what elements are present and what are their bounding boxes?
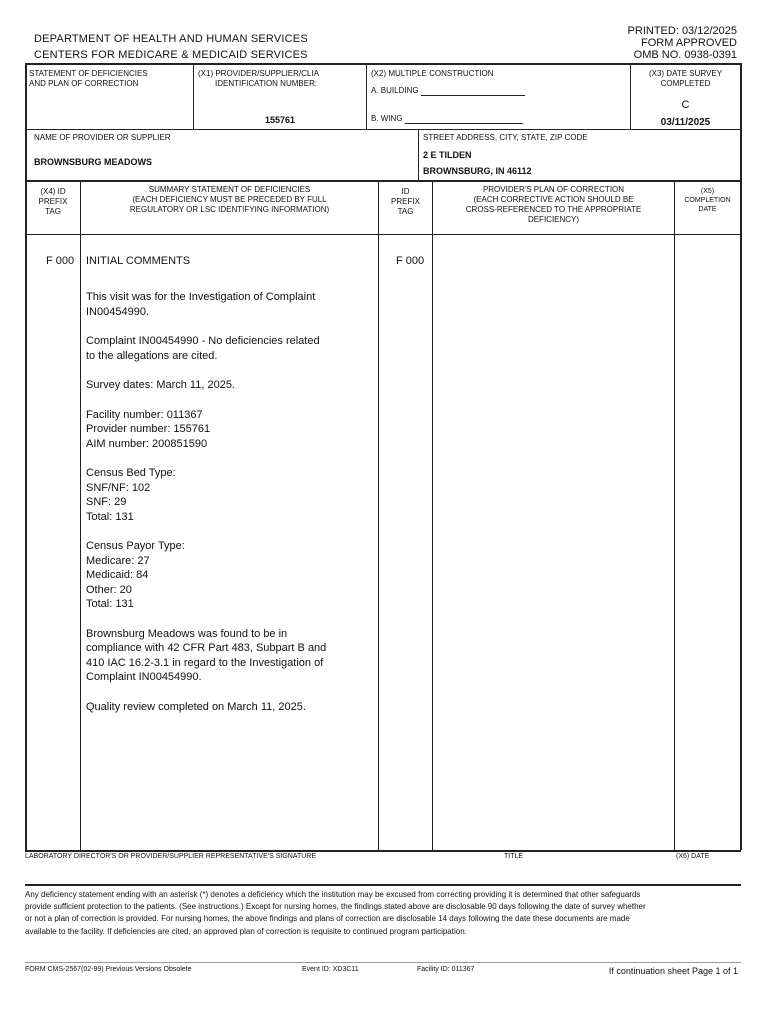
address-street: 2 E TILDEN	[423, 150, 472, 160]
printed-date: PRINTED: 03/12/2025	[627, 25, 737, 37]
col-divider	[674, 180, 675, 850]
paragraph: Survey dates: March 11, 2025.	[86, 379, 235, 391]
address-city: BROWNSBURG, IN 46112	[423, 166, 532, 176]
table-divider	[25, 129, 741, 130]
provider-name: BROWNSBURG MEADOWS	[34, 157, 152, 167]
right-prefix-tag: F 000	[396, 255, 425, 267]
form-approved: FORM APPROVED	[641, 37, 737, 49]
facility-id: Facility ID: 011367	[417, 966, 475, 973]
comments-body	[86, 290, 374, 729]
survey-code: C	[681, 99, 690, 111]
top-border	[25, 63, 741, 65]
left-prefix-tag: F 000	[46, 255, 75, 267]
provider-name-label: NAME OF PROVIDER OR SUPPLIER	[34, 133, 171, 142]
right-border	[740, 63, 742, 850]
plan-header: PROVIDER'S PLAN OF CORRECTION (EACH CORRECTIVE ACTION SHOULD BE CROSS-REFERENCED TO THE APPROPRIATE DEFICIENCY)	[465, 185, 642, 224]
building-field: A. BUILDING	[371, 86, 525, 96]
department-name: DEPARTMENT OF HEALTH AND HUMAN SERVICES	[34, 33, 308, 45]
x4-header: (X4) ID PREFIX TAG	[38, 187, 68, 216]
paragraph: Quality review completed on March 11, 2025.	[86, 700, 306, 713]
survey-completed-date: 03/11/2025	[660, 117, 711, 128]
disclaimer-text: Any deficiency statement ending with an asterisk (*) denotes a deficiency which the institution may be excused from correcting providing it is determined that other safeguards provide sufficient protection to the patients. (See instructions.) Except for nursing homes, the findings stated above are disclosable 90 days following the date of survey whether or not a plan of correction is provided. For nursing homes, the above findings and plans of correction are disclosable 14 days following the date these documents are made available to the facility. If deficiencies are cited, an approved plan of correction is requisite to continued program participation.	[25, 890, 646, 936]
address-label: STREET ADDRESS, CITY, STATE, ZIP CODE	[423, 133, 588, 142]
paragraph: Census Bed Type: SNF/NF: 102 SNF: 29 Total: 131	[86, 467, 176, 523]
left-border	[25, 63, 27, 850]
table-divider	[25, 180, 741, 182]
provider-id-number: 155761	[264, 115, 296, 125]
signature-label: LABORATORY DIRECTOR'S OR PROVIDER/SUPPLIER REPRESENTATIVE'S SIGNATURE	[25, 853, 317, 860]
x3-label: (X3) DATE SURVEY COMPLETED	[648, 69, 723, 88]
x5-header: (X5) COMPLETION DATE	[684, 188, 731, 213]
paragraph: Complaint IN00454990 - No deficiencies related to the allegations are cited.	[86, 335, 320, 362]
section-heading: INITIAL COMMENTS	[86, 255, 191, 267]
summary-header: SUMMARY STATEMENT OF DEFICIENCIES (EACH DEFICIENCY MUST BE PRECEDED BY FULL REGULATORY OR LSC IDENTIFYING INFORMATION)	[129, 185, 330, 214]
paragraph: This visit was for the Investigation of Complaint IN00454990.	[86, 291, 316, 318]
col-divider	[366, 63, 367, 129]
id-header: ID PREFIX TAG	[391, 187, 420, 216]
paragraph: Census Payor Type: Medicare: 27 Medicaid: 84 Other: 20 Total: 131	[86, 540, 185, 610]
agency-name: CENTERS FOR MEDICARE & MEDICAID SERVICES	[34, 49, 308, 61]
wing-field: B. WING	[371, 114, 523, 124]
col-divider	[378, 180, 379, 850]
col-divider	[432, 180, 433, 850]
x2-label: (X2) MULTIPLE CONSTRUCTION	[371, 69, 494, 78]
signature-divider	[25, 884, 741, 886]
title-label: TITLE	[504, 853, 524, 860]
footer-divider	[25, 962, 741, 963]
col-divider	[418, 129, 419, 180]
x1-label: (X1) PROVIDER/SUPPLIER/CLIA IDENTIFICATION NUMBER:	[198, 69, 319, 88]
page-indicator: If continuation sheet Page 1 of 1	[608, 966, 738, 976]
table-divider	[25, 234, 741, 235]
paragraph: Brownsburg Meadows was found to be in compliance with 42 CFR Part 483, Subpart B and 410 IAC 16.2-3.1 in regard to the Investigation of Complaint IN00454990.	[86, 627, 327, 683]
omb-number: OMB NO. 0938-0391	[633, 49, 737, 61]
statement-label: STATEMENT OF DEFICIENCIES AND PLAN OF CORRECTION	[29, 69, 148, 88]
date-label: (X6) DATE	[676, 853, 710, 860]
form-number: FORM CMS-2567(02-99) Previous Versions Obsolete	[25, 966, 192, 973]
event-id: Event ID: XD3C11	[302, 966, 359, 973]
col-divider	[80, 180, 81, 850]
paragraph: Facility number: 011367 Provider number: 155761 AIM number: 200851590	[86, 408, 211, 450]
